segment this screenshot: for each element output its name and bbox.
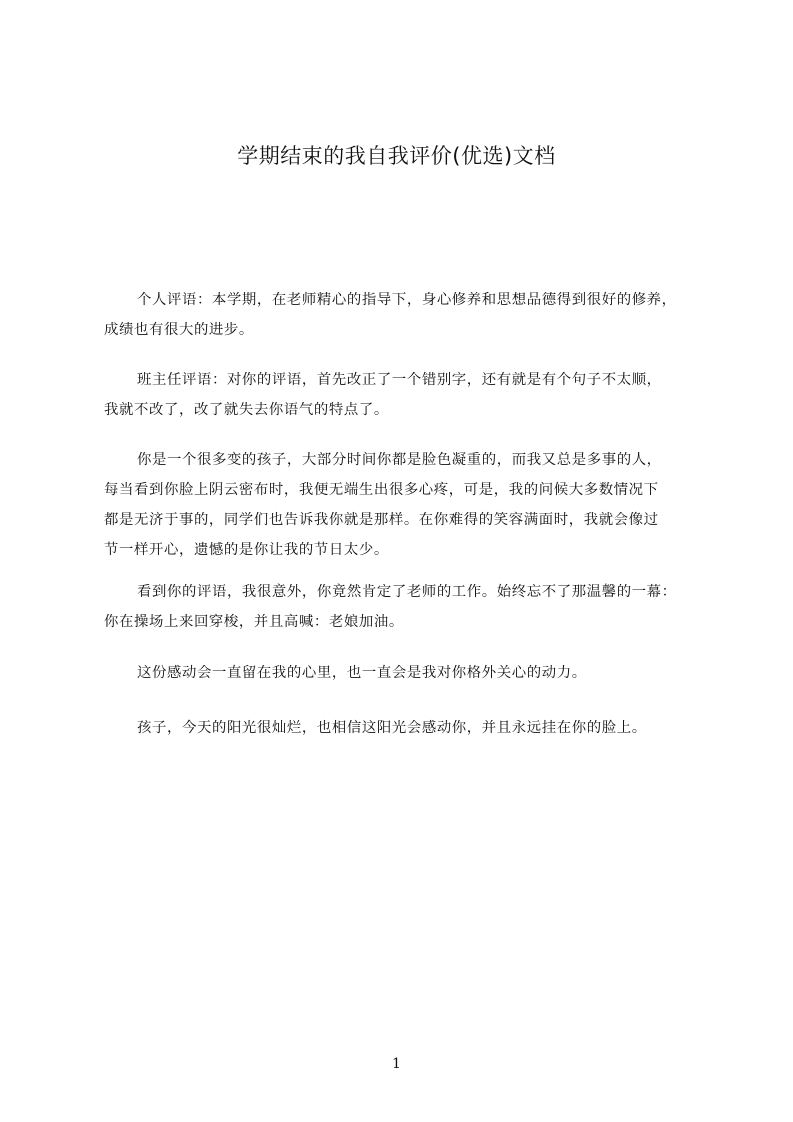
paragraph-surprise: 看到你的评语，我很意外，你竟然肯定了老师的工作。始终忘不了那温馨的一幕： 你在操场上来回穿梭，并且高喊：老娘加油。	[104, 584, 677, 630]
paragraph-motivation: 这份感动会一直留在我的心里，也一直会是我对你格外关心的动力。	[137, 665, 587, 681]
paragraph-sunshine: 孩子，今天的阳光很灿烂，也相信这阳光会感动你，并且永远挂在你的脸上。	[137, 720, 647, 736]
document-title: 学期结束的我自我评价(优选)文档	[237, 144, 556, 168]
paragraph-teacher-comment: 班主任评语：对你的评语，首先改正了一个错别字，还有就是有个句子不太顺， 我就不改了，改了就失去你语气的特点了。	[104, 372, 662, 418]
paragraph-personal-comment: 个人评语：本学期，在老师精心的指导下，身心修养和思想品德得到很好的修养， 成绩也有很大的进步。	[104, 292, 677, 338]
paragraph-student-description: 你是一个很多变的孩子，大部分时间你都是脸色凝重的，而我又总是多事的人， 每当看到你脸上阴云密布时，我便无端生出很多心疼，可是，我的问候大多数情况下 都是无济于事的，同学们也告诉我你就是那样。在你难得的笑容满面时，我就会像过 节一样开心，遗憾的是你让我的节日太少。	[104, 452, 662, 558]
page-number: 1	[392, 1056, 401, 1072]
